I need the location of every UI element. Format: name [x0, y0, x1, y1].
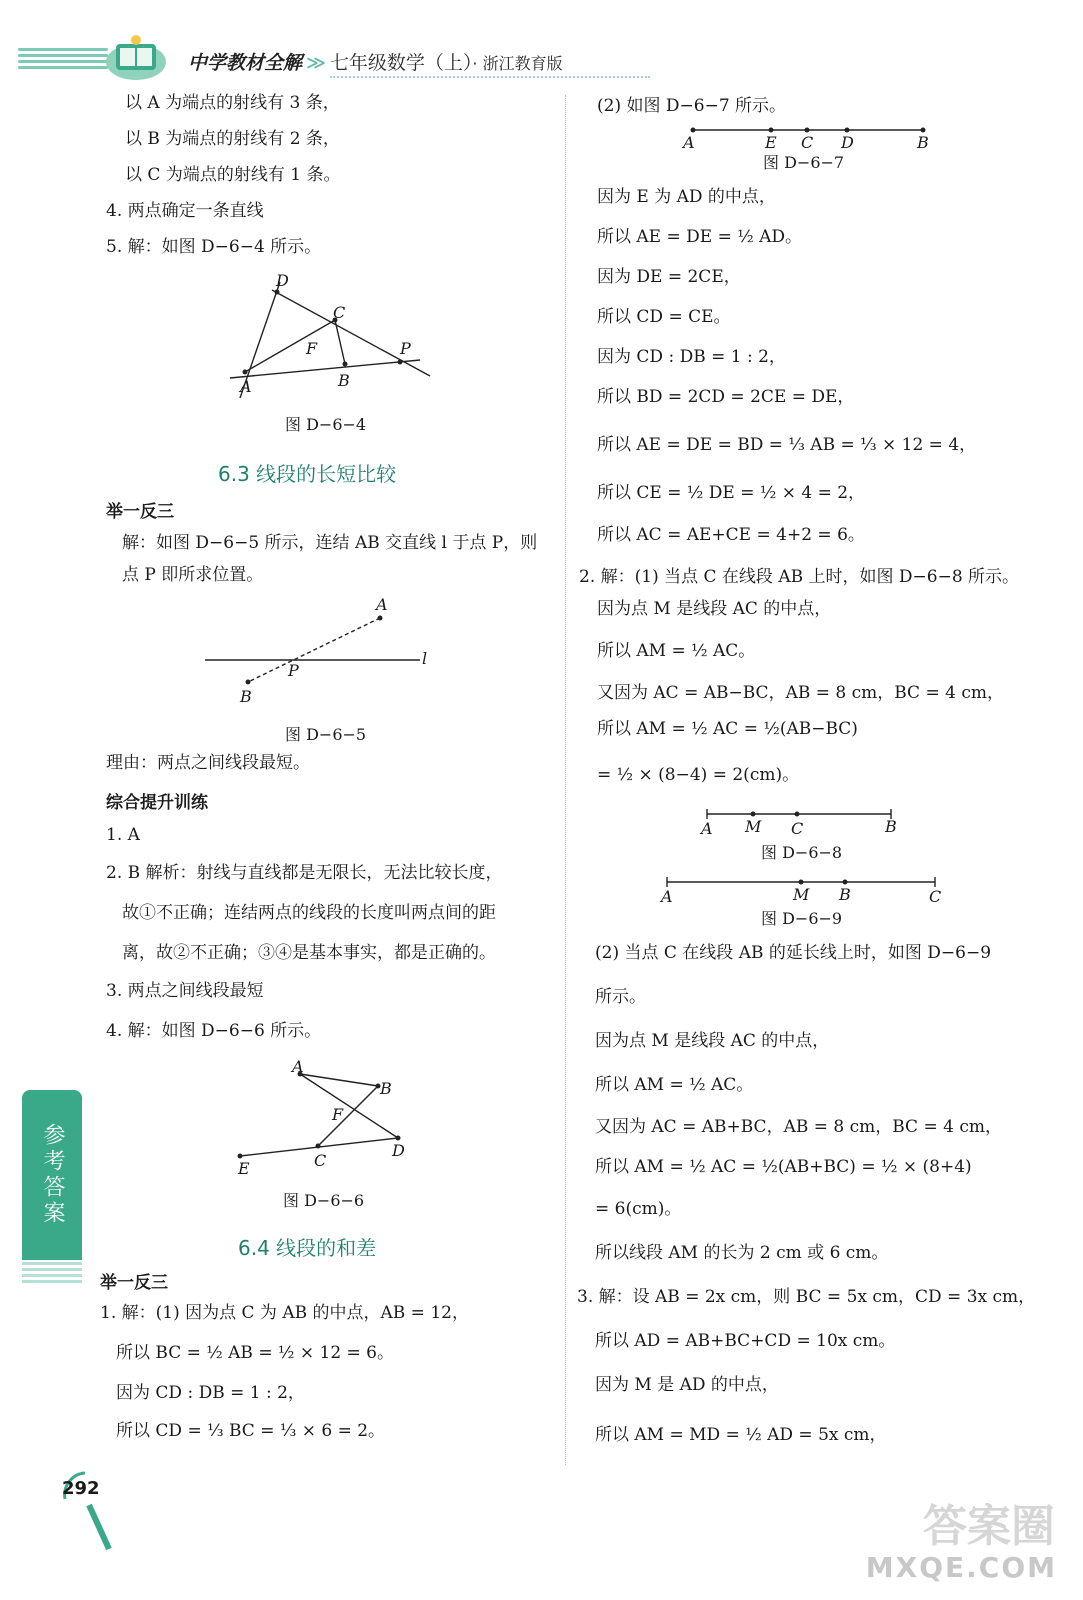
right-line-5: 所以 CD = CE。	[597, 307, 731, 327]
ray-count-c: 以 C 为端点的射线有 1 条。	[125, 165, 341, 185]
right-line-3: 所以 AE = DE = ½ AD。	[597, 227, 803, 247]
ray-count-b: 以 B 为端点的射线有 2 条，	[125, 129, 340, 149]
practice-2-line-1: 1. 解：(1) 因为点 C 为 AB 的中点，AB = 12，	[100, 1303, 469, 1323]
section-6-4-title: 6.4 线段的和差	[238, 1236, 377, 1260]
answer-5: 5. 解：如图 D−6−4 所示。	[106, 237, 322, 257]
fig6-label-b: B	[380, 1079, 392, 1098]
figure-d-6-4-caption: 图 D−6−4	[285, 415, 367, 434]
fig4-label-d: D	[276, 271, 289, 290]
book-logo-icon	[100, 32, 172, 82]
right-line-24: 所以线段 AM 的长为 2 cm 或 6 cm。	[595, 1243, 889, 1263]
header-book: 七年级数学（上）	[329, 52, 473, 74]
figure-d-6-7	[675, 118, 935, 154]
fig7-label-b: B	[917, 133, 929, 152]
right-line-15: 所以 AM = ½ AC = ½(AB−BC)	[597, 719, 858, 739]
right-line-22: 所以 AM = ½ AC = ½(AB+BC) = ½ × (8+4)	[595, 1157, 972, 1177]
watermark-url: MXQE.COM	[865, 1551, 1057, 1584]
header-dotted-rule	[330, 76, 650, 78]
side-tab-stripes	[22, 1262, 82, 1286]
right-line-16: = ½ × (8−4) = 2(cm)。	[597, 765, 800, 785]
right-line-2: 因为 E 为 AD 的中点，	[597, 187, 776, 207]
fig5-label-a: A	[376, 596, 388, 614]
right-line-8: 所以 AE = DE = BD = ⅓ AB = ⅓ × 12 = 4，	[597, 435, 977, 455]
right-line-23: = 6(cm)。	[595, 1199, 682, 1219]
fig6-label-d: D	[392, 1141, 405, 1160]
right-line-20: 所以 AM = ½ AC。	[595, 1075, 754, 1095]
right-line-10: 所以 AC = AE+CE = 4+2 = 6。	[597, 525, 865, 545]
training-heading: 综合提升训练	[106, 793, 208, 813]
right-line-21: 又因为 AC = AB+BC，AB = 8 cm，BC = 4 cm，	[595, 1117, 1002, 1137]
right-line-4: 因为 DE = 2CE，	[597, 267, 741, 287]
header-title: 中学教材全解 ≫ 七年级数学（上）· 浙江教育版	[188, 52, 563, 74]
fig9-label-m: M	[793, 885, 810, 904]
practice-heading-2: 举一反三	[100, 1273, 168, 1293]
column-divider	[565, 95, 566, 1465]
fig6-label-f: F	[332, 1105, 344, 1124]
right-line-17: (2) 当点 C 在线段 AB 的延长线上时，如图 D−6−9	[595, 943, 992, 963]
practice-2-line-2: 所以 BC = ½ AB = ½ × 12 = 6。	[116, 1343, 395, 1363]
figure-d-6-8	[695, 804, 915, 840]
practice-2-line-4: 所以 CD = ⅓ BC = ⅓ × 6 = 2。	[116, 1421, 386, 1441]
right-line-28: 所以 AM = MD = ½ AD = 5x cm，	[595, 1425, 887, 1445]
right-line-27: 因为 M 是 AD 的中点，	[595, 1375, 779, 1395]
right-line-13: 所以 AM = ½ AC。	[597, 641, 756, 661]
figure-d-6-6	[230, 1052, 415, 1180]
figure-d-6-5	[200, 596, 445, 711]
figure-d-6-8-caption: 图 D−6−8	[761, 843, 843, 862]
fig9-label-b: B	[839, 885, 851, 904]
fig8-label-a: A	[701, 819, 713, 838]
fig6-label-a: A	[292, 1057, 304, 1076]
practice-2-line-3: 因为 CD : DB = 1 : 2，	[116, 1383, 305, 1403]
fig8-label-b: B	[885, 817, 897, 836]
answer-key-side-tab: 参考答案	[22, 1090, 82, 1260]
header-edition: · 浙江教育版	[472, 54, 563, 73]
right-line-18: 所示。	[595, 987, 646, 1007]
header-brand: 中学教材全解	[188, 52, 303, 74]
right-line-7: 所以 BD = 2CD = 2CE = DE，	[597, 387, 855, 407]
fig9-label-c: C	[929, 887, 942, 906]
training-1: 1. A	[106, 825, 140, 845]
fig4-label-b: B	[338, 371, 350, 390]
watermark-logo	[855, 1490, 1065, 1590]
right-line-25: 3. 解：设 AB = 2x cm，则 BC = 5x cm，CD = 3x cm，	[577, 1287, 1036, 1307]
fig7-label-e: E	[765, 133, 777, 152]
training-4: 4. 解：如图 D−6−6 所示。	[106, 1021, 322, 1041]
figure-d-6-9-caption: 图 D−6−9	[761, 909, 843, 928]
fig6-label-c: C	[314, 1151, 327, 1170]
right-line-19: 因为点 M 是线段 AC 的中点，	[595, 1031, 830, 1051]
fig7-label-d: D	[841, 133, 854, 152]
right-line-11: 2. 解：(1) 当点 C 在线段 AB 上时，如图 D−6−8 所示。	[579, 567, 1020, 587]
figure-d-6-7-caption: 图 D−6−7	[763, 153, 845, 172]
fig4-label-p: P	[400, 339, 411, 358]
figure-d-6-5-caption: 图 D−6−5	[285, 725, 367, 744]
right-line-9: 所以 CE = ½ DE = ½ × 4 = 2，	[597, 483, 866, 503]
right-line-12: 因为点 M 是线段 AC 的中点，	[597, 599, 832, 619]
fig4-label-a: A	[240, 377, 252, 396]
fig5-label-l: l	[422, 649, 428, 668]
fig7-label-a: A	[683, 133, 695, 152]
reason-text: 理由：两点之间线段最短。	[106, 753, 310, 773]
fig4-label-f: F	[306, 339, 318, 358]
watermark-title: 答案圈	[923, 1501, 1055, 1552]
right-line-6: 因为 CD : DB = 1 : 2，	[597, 347, 786, 367]
practice-1-text-2: 点 P 即所求位置。	[122, 565, 264, 585]
fig8-label-c: C	[791, 819, 804, 838]
right-line-1: (2) 如图 D−6−7 所示。	[597, 96, 787, 116]
training-2-line-2: 故①不正确；连结两点的线段的长度叫两点间的距	[122, 903, 496, 923]
practice-heading-1: 举一反三	[106, 502, 174, 522]
right-line-26: 所以 AD = AB+BC+CD = 10x cm。	[595, 1331, 896, 1351]
figure-d-6-4	[220, 268, 440, 408]
header-stripes	[18, 48, 108, 78]
section-6-3-title: 6.3 线段的长短比较	[218, 462, 397, 486]
practice-1-text-1: 解：如图 D−6−5 所示，连结 AB 交直线 l 于点 P，则	[122, 533, 538, 553]
right-line-14: 又因为 AC = AB−BC，AB = 8 cm，BC = 4 cm，	[597, 683, 1004, 703]
fig7-label-c: C	[801, 133, 814, 152]
fig8-label-m: M	[745, 817, 762, 836]
training-2-line-3: 离，故②不正确；③④是基本事实，都是正确的。	[122, 943, 496, 963]
ray-count-a: 以 A 为端点的射线有 3 条，	[125, 93, 340, 113]
figure-d-6-6-caption: 图 D−6−6	[283, 1191, 365, 1210]
figure-d-6-9	[655, 872, 945, 908]
fig9-label-a: A	[661, 887, 673, 906]
fig6-label-e: E	[238, 1159, 250, 1178]
page-header	[0, 0, 1083, 90]
training-2-line-1: 2. B 解析：射线与直线都是无限长，无法比较长度，	[106, 863, 503, 883]
fig5-label-b: B	[240, 687, 252, 706]
page-number: 292	[62, 1478, 100, 1499]
answer-4: 4. 两点确定一条直线	[106, 201, 264, 221]
fig5-label-p: P	[288, 661, 299, 680]
training-3: 3. 两点之间线段最短	[106, 981, 264, 1001]
fig4-label-c: C	[333, 303, 346, 322]
